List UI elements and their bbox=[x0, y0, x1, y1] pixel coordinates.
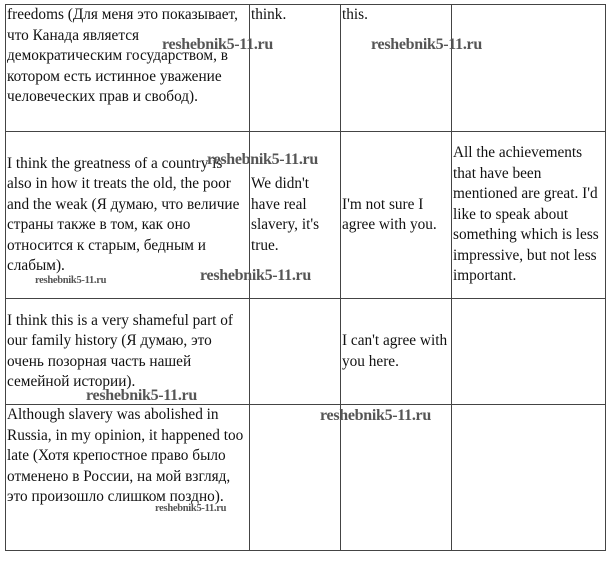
table-row bbox=[6, 405, 606, 551]
watermark: reshebnik5-11.ru bbox=[86, 387, 197, 404]
watermark: reshebnik5-11.ru bbox=[207, 151, 318, 168]
watermark: reshebnik5-11.ru bbox=[371, 36, 482, 53]
table-cell bbox=[250, 405, 341, 551]
table-cell bbox=[341, 405, 452, 551]
table-cell bbox=[452, 5, 606, 132]
table-cell: I'm not sure I agree with you. bbox=[341, 132, 452, 299]
watermark: reshebnik5-11.ru bbox=[162, 36, 273, 53]
table-cell: freedoms (Для меня это показывает, что Канада является демократическим государством, в котором есть истинное уважение человеческих прав и свобод). bbox=[6, 5, 250, 132]
watermark: reshebnik5-11.ru bbox=[155, 503, 227, 514]
table-cell: I think this is a very shameful part of our family history (Я думаю, это очень позорная часть нашей семейной истории). bbox=[6, 299, 250, 405]
table-cell: I think the greatness of a country is also in how it treats the old, the poor and the weak (Я думаю, что величие страны также в том, как оно относится к старым, бедным и слабым). bbox=[6, 132, 250, 299]
table-cell: this. bbox=[341, 5, 452, 132]
table-cell bbox=[452, 405, 606, 551]
watermark: reshebnik5-11.ru bbox=[200, 267, 311, 284]
watermark: reshebnik5-11.ru bbox=[320, 407, 431, 424]
table-cell bbox=[452, 299, 606, 405]
table-cell: All the achievements that have been mentioned are great. I'd like to speak about something which is less impressive, but not less important. bbox=[452, 132, 606, 299]
table-cell bbox=[250, 299, 341, 405]
watermark: reshebnik5-11.ru bbox=[35, 275, 107, 286]
table-cell: We didn't have real slavery, it's true. bbox=[250, 132, 341, 299]
table-row bbox=[6, 5, 606, 132]
table-cell: think. bbox=[250, 5, 341, 132]
table-cell: Although slavery was abolished in Russia, in my opinion, it happened too late (Хотя крепостное право было отменено в России, на мой взгляд, это произошло слишком поздно). bbox=[6, 405, 250, 551]
table-cell: I can't agree with you here. bbox=[341, 299, 452, 405]
